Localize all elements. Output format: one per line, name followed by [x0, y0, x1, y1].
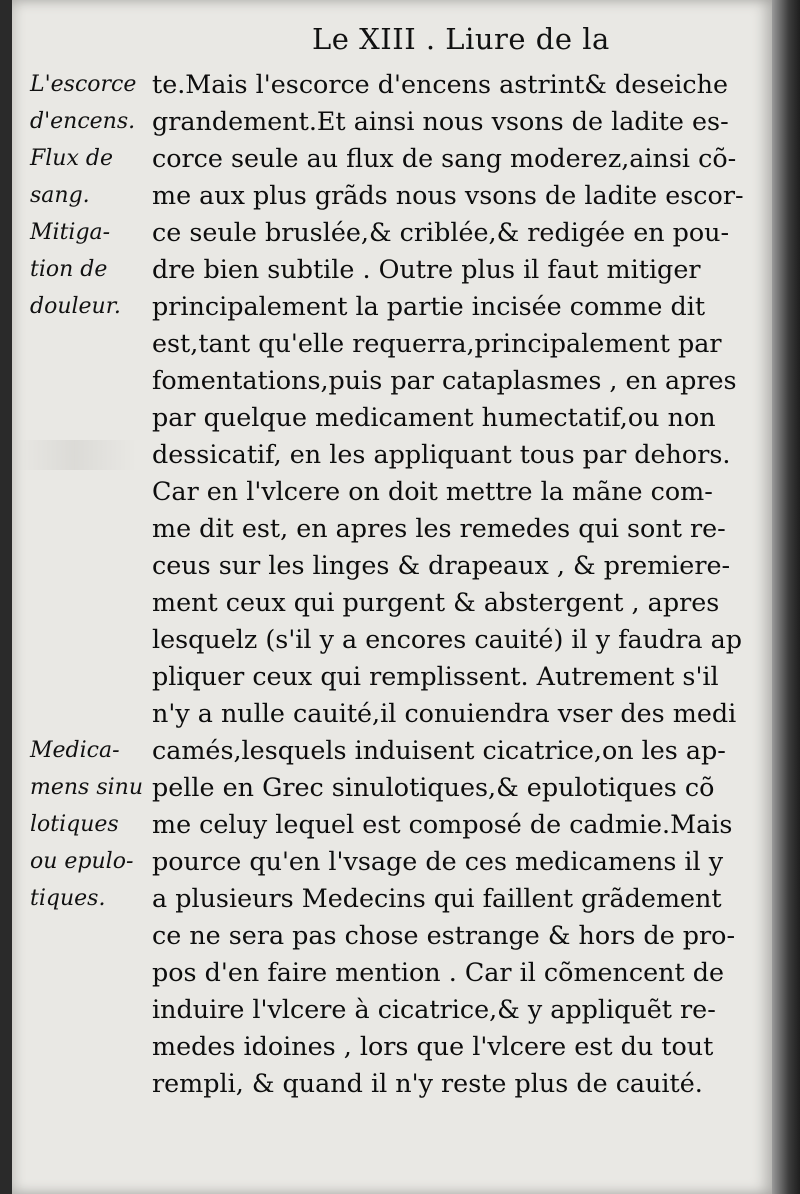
margin-note-medicamens: [30, 732, 154, 917]
margin-note-escorce: [30, 66, 154, 214]
text-line: ment ceux qui purgent & abstergent , apres: [152, 587, 720, 617]
margin-note-mitigation: [30, 214, 154, 325]
text-line: pelle en Grec sinulotiques,& epulotiques cõ: [152, 772, 715, 802]
margin-line: Mitiga-: [30, 220, 111, 245]
text-line: dessicatif, en les appliquant tous par dehors.: [152, 439, 731, 469]
text-line: n'y a nulle cauité,il conuiendra vser des medi: [152, 698, 737, 728]
text-line: pliquer ceux qui remplissent. Autrement s'il: [152, 661, 719, 691]
text-line: pos d'en faire mention . Car il cõmencent de: [152, 957, 725, 987]
text-line: pource qu'en l'vsage de ces medicamens il y: [152, 846, 724, 876]
page-edge-shadow: [772, 0, 800, 1194]
text-line: est,tant qu'elle requerra,principalement par: [152, 328, 722, 358]
margin-line: tiques.: [30, 886, 106, 911]
margin-line: sang.: [30, 183, 90, 208]
margin-line: d'encens.: [30, 109, 136, 134]
margin-line: tion de: [30, 257, 108, 282]
margin-line: douleur.: [30, 294, 121, 319]
margin-line: ou epulo-: [30, 849, 134, 874]
running-head: Le XIII . Liure de la: [312, 22, 610, 56]
text-line: me aux plus grãds nous vsons de ladite escor-: [152, 180, 744, 210]
text-line: camés,lesquels induisent cicatrice,on les ap-: [152, 735, 726, 765]
text-line: medes idoines , lors que l'vlcere est du tout: [152, 1031, 714, 1061]
text-line: ce ne sera pas chose estrange & hors de pro-: [152, 920, 736, 950]
text-line: par quelque medicament humectatif,ou non: [152, 402, 716, 432]
margin-line: Flux de: [30, 146, 113, 171]
text-line: a plusieurs Medecins qui faillent grãdement: [152, 883, 722, 913]
text-line: te.Mais l'escorce d'encens astrint& deseiche: [152, 69, 729, 99]
margin-line: lotiques: [30, 812, 119, 837]
bleed-through-smudge: [12, 440, 137, 470]
text-line: me celuy lequel est composé de cadmie.Mais: [152, 809, 733, 839]
text-line: me dit est, en apres les remedes qui sont re-: [152, 513, 726, 543]
text-line: induire l'vlcere à cicatrice,& y appliquẽt re-: [152, 994, 716, 1024]
body-text: [152, 66, 770, 1102]
margin-line: mens sinu: [30, 775, 143, 800]
book-page: [12, 0, 772, 1194]
text-line: fomentations,puis par cataplasmes , en apres: [152, 365, 737, 395]
text-line: ceus sur les linges & drapeaux , & premiere-: [152, 550, 731, 580]
text-line: lesquelz (s'il y a encores cauité) il y faudra ap: [152, 624, 743, 654]
margin-line: L'escorce: [30, 72, 137, 97]
text-line: ce seule bruslée,& criblée,& redigée en pou-: [152, 217, 730, 247]
text-line: dre bien subtile . Outre plus il faut mitiger: [152, 254, 701, 284]
text-line: principalement la partie incisée comme dit: [152, 291, 706, 321]
text-line: Car en l'vlcere on doit mettre la mãne com-: [152, 476, 713, 506]
margin-line: Medica-: [30, 738, 120, 763]
text-line: corce seule au flux de sang moderez,ainsi cõ-: [152, 143, 737, 173]
text-line: rempli, & quand il n'y reste plus de cauité.: [152, 1068, 703, 1098]
text-line: grandement.Et ainsi nous vsons de ladite es-: [152, 106, 729, 136]
